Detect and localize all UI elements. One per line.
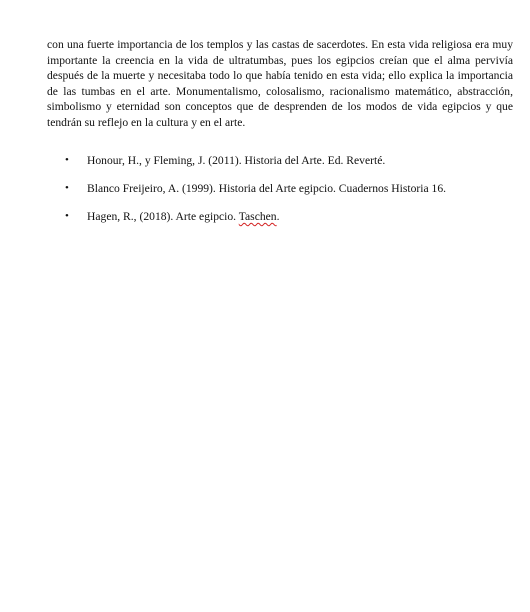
bullet-icon: •	[65, 209, 69, 222]
bibliography-item	[47, 153, 513, 169]
bibliography-item-text-after: .	[276, 209, 280, 223]
bibliography-item-text: Honour, H., y Fleming, J. (2011). Historia del Arte. Ed. Reverté.	[87, 154, 386, 167]
bibliography-list	[47, 153, 513, 237]
body-paragraph: con una fuerte importancia de los templos y las castas de sacerdotes. En esta vida religiosa era muy importante la creencia en la vida de ultratumbas, pues los egipcios creían que el alma pervivía después de la muerte y necesitaba todo lo que había tenido en esta vida; ello explica la importancia de las tumbas en el arte. Monumentalismo, colosalismo, racionalismo matemático, abstracción, simbolismo y eternidad son conceptos que de desprenden de los modos de vida egipcios y que tendrán su reflejo en la cultura y en el arte.	[47, 38, 513, 129]
bibliography-item-text-before: Hagen, R., (2018). Arte egipcio.	[87, 209, 239, 223]
bullet-icon: •	[65, 154, 69, 166]
bibliography-item	[47, 209, 513, 225]
bullet-icon: •	[65, 181, 69, 194]
bibliography-item-text: Blanco Freijeiro, A. (1999). Historia del Arte egipcio. Cuadernos Historia 16.	[87, 181, 447, 195]
spellcheck-flagged-word[interactable]: Taschen	[238, 209, 277, 223]
bibliography-item	[47, 181, 513, 197]
